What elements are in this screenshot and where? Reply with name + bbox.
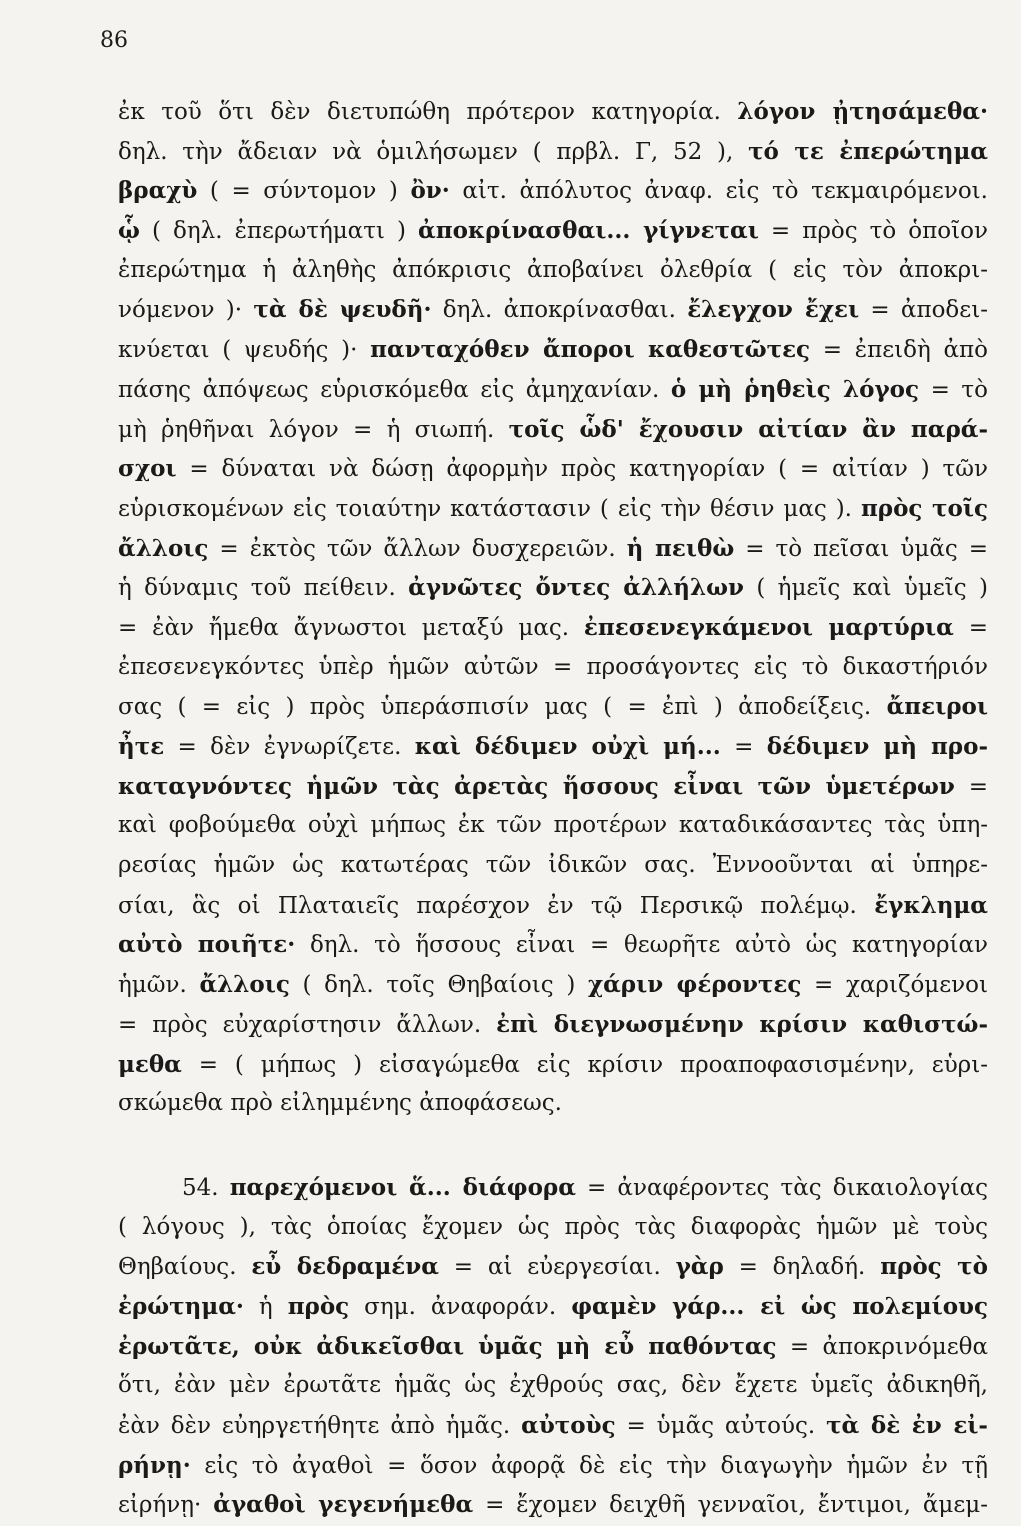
bold-lemma: μεθα: [118, 1050, 182, 1078]
gloss-text: νόμενον )·: [118, 297, 254, 324]
bold-lemma: καταγνόντες ἡμῶν τὰς ἀρετὰς ἥσσους εἶναι τῶν ὑμετέρων: [118, 772, 955, 800]
gloss-text: = ἐκτὸς τῶν ἄλλων δυσχερειῶν.: [208, 535, 627, 562]
text-line: [118, 1446, 988, 1486]
gloss-text: εἰς τὸ ἀγαθοὶ = ὅσον ἀφορᾷ δὲ εἰς τὴν διαγωγὴν ἡμῶν ἐν τῇ: [190, 1452, 988, 1479]
bold-lemma: ἄπειροι: [886, 693, 988, 721]
bold-lemma: βραχὺ: [118, 177, 198, 205]
text-line: [118, 1084, 988, 1124]
bold-lemma: ὁ μὴ ῥηθεὶς λόγος: [670, 375, 920, 403]
bold-lemma: πανταχόθεν ἄποροι καθεστῶτες: [370, 336, 811, 364]
bold-lemma: τὰ δὲ ψευδῆ·: [253, 296, 432, 324]
text-line: [118, 1045, 988, 1085]
text-line: [118, 410, 988, 450]
gloss-text: ( δηλ. ἐπερωτήματι ): [139, 218, 419, 245]
gloss-text: = δὲν ἐγνωρίζετε.: [164, 734, 415, 760]
bold-lemma: ἄλλοις: [199, 971, 290, 999]
bold-lemma: πρὸς τὸ: [880, 1253, 988, 1281]
gloss-text: δηλ. τὸ ἥσσους εἶναι = θεωρῆτε αὐτὸ ὡς κατηγορίαν: [295, 932, 989, 959]
bold-lemma: ἀγνῶτες ὄντες ἀλλήλων: [408, 574, 744, 602]
gloss-text: πάσης ἀπόψεως εὑρισκόμεθα εἰς ἀμηχανίαν.: [118, 376, 671, 403]
gloss-text: 54.: [182, 1174, 230, 1201]
gloss-text: κνύεται ( ψευδής )·: [118, 337, 371, 364]
bold-lemma: ᾧ: [118, 217, 140, 245]
text-line: [118, 965, 988, 1005]
gloss-text: σίαι, ἃς οἱ Πλαταιεῖς παρέσχον ἐν τῷ Περσικῷ πολέμῳ.: [118, 892, 875, 919]
bold-lemma: πρὸς: [287, 1292, 350, 1320]
text-line: [118, 211, 988, 251]
gloss-text: = ἐπειδὴ ἀπὸ: [810, 337, 988, 364]
text-line: [118, 529, 988, 569]
bold-lemma: ἔλεγχον ἔχει: [687, 296, 860, 324]
gloss-text: = πρὸς τὸ ὁποῖον: [758, 218, 988, 245]
bold-lemma: ἡ πειθὼ: [626, 534, 735, 562]
bold-lemma: ἦτε: [118, 733, 165, 760]
gloss-text: =: [954, 773, 988, 800]
text-line: [118, 806, 988, 846]
text-line: [118, 727, 988, 767]
bold-lemma: γὰρ: [675, 1253, 724, 1281]
text-line: [118, 1327, 988, 1367]
text-line: [118, 1247, 988, 1287]
gloss-text: σας ( = εἰς ) πρὸς ὑπεράσπισίν μας ( = ἐπὶ ) ἀποδείξεις.: [118, 694, 887, 721]
gloss-text: = ἐὰν ἤμεθα ἄγνωστοι μεταξύ μας.: [118, 614, 584, 641]
bold-lemma: λόγον ᾐτησάμεθα·: [737, 98, 988, 125]
bold-lemma: δέδιμεν μὴ προ-: [766, 733, 988, 760]
gloss-text: = ἀποδει-: [859, 297, 988, 324]
text-line: [118, 1005, 988, 1045]
text-line: [118, 1168, 988, 1208]
text-line: [118, 608, 988, 648]
bold-lemma: ἀγαθοὶ γεγενήμεθα: [213, 1491, 474, 1519]
gloss-text: σημ. ἀναφοράν.: [349, 1293, 572, 1320]
gloss-text: = ἀναφέροντες τὰς δικαιολογίας: [575, 1174, 988, 1201]
text-line: [118, 568, 988, 608]
gloss-text: ἡ: [243, 1293, 288, 1320]
gloss-text: δηλ. τὴν ἄδειαν νὰ ὁμιλήσωμεν ( πρβλ. Γ, 52 ),: [118, 138, 749, 165]
gloss-text: = ἀποκρινόμεθα: [776, 1333, 988, 1360]
text-line: [118, 1485, 988, 1525]
text-line: [118, 251, 988, 291]
gloss-text: ( ἡμεῖς καὶ ὑμεῖς ): [743, 575, 989, 602]
bold-lemma: ρήνῃ·: [118, 1451, 191, 1479]
paragraph-53-continued: [118, 92, 988, 1124]
text-line: [118, 290, 988, 330]
text-block: [118, 92, 988, 1525]
gloss-text: ἐκ τοῦ ὅτι δὲν διετυπώθη πρότερον κατηγορία.: [118, 99, 738, 125]
gloss-text: = τὸ πεῖσαι ὑμᾶς =: [734, 535, 988, 562]
text-line: [118, 132, 988, 172]
bold-lemma: ἐρώτημα·: [118, 1292, 244, 1320]
paragraph-gap: [118, 1124, 988, 1168]
bold-lemma: τό τε ἐπερώτημα: [748, 137, 988, 165]
bold-lemma: τὰ δὲ ἐν εἰ-: [826, 1412, 988, 1439]
gloss-text: εὑρισκομένων εἰς τοιαύτην κατάστασιν ( εἰς τὴν θέσιν μας ).: [118, 495, 861, 522]
gloss-text: = ( μήπως ) εἰσαγώμεθα εἰς κρίσιν προαποφασισμένην, εὑρι-: [181, 1051, 988, 1078]
bold-lemma: ὂν·: [410, 177, 450, 205]
text-line: [118, 1406, 988, 1446]
gloss-text: εἰρήνῃ·: [118, 1492, 214, 1519]
text-line: [118, 1208, 988, 1248]
bold-lemma: τοῖς ὧδ' ἔχουσιν αἰτίαν ἂν παρά-: [508, 415, 988, 443]
text-line: [118, 925, 988, 965]
bold-lemma: σχοι: [118, 455, 177, 483]
page-number: 86: [100, 28, 128, 53]
gloss-text: ὅτι, ἐὰν μὲν ἐρωτᾶτε ἡμᾶς ὡς ἐχθρούς σας, δὲν ἔχετε ὑμεῖς ἀδικηθῆ,: [118, 1372, 988, 1399]
bold-lemma: φαμὲν γάρ... εἰ ὡς πολεμίους: [571, 1292, 989, 1320]
bold-lemma: ἐπὶ διεγνωσμένην κρίσιν καθιστώ-: [496, 1010, 988, 1038]
bold-lemma: καὶ δέδιμεν οὐχὶ μή...: [414, 733, 721, 760]
gloss-text: =: [953, 614, 988, 641]
gloss-text: ( δηλ. τοῖς Θηβαίοις ): [289, 972, 588, 999]
gloss-text: = πρὸς εὐχαρίστησιν ἄλλων.: [118, 1011, 497, 1038]
bold-lemma: ἐπεσενεγκάμενοι μαρτύρια: [583, 613, 954, 641]
gloss-text: ἐὰν δὲν εὐηργετήθητε ἀπὸ ἡμᾶς.: [118, 1413, 522, 1439]
gloss-text: = χαριζόμενοι: [801, 972, 989, 999]
gloss-text: = δύναται νὰ δώσῃ ἀφορμὴν πρὸς κατηγορίαν ( = αἰτίαν ) τῶν: [176, 456, 988, 483]
gloss-text: ἐπεσενεγκόντες ὑπὲρ ἡμῶν αὐτῶν = προσάγοντες εἰς τὸ δικαστήριόν: [118, 653, 988, 680]
gloss-text: μὴ ῥηθῆναι λόγον = ἡ σιωπή.: [118, 416, 509, 443]
text-line: [118, 687, 988, 727]
gloss-text: =: [720, 734, 767, 760]
text-line: [118, 171, 988, 211]
bold-lemma: εὖ δεδραμένα: [251, 1253, 439, 1281]
paragraph-54: [118, 1168, 988, 1525]
bold-lemma: ἔγκλημα: [874, 891, 988, 919]
gloss-text: = ὑμᾶς αὐτούς.: [615, 1413, 827, 1439]
bold-lemma: παρεχόμενοι ἅ... διάφορα: [229, 1173, 576, 1201]
bold-lemma: ἐρωτᾶτε, οὐκ ἀδικεῖσθαι ὑμᾶς μὴ εὖ παθόντας: [118, 1332, 777, 1360]
gloss-text: = ἔχομεν δειχθῆ γενναῖοι, ἔντιμοι, ἄμεμ-: [473, 1492, 988, 1519]
gloss-text: = δηλαδή.: [723, 1254, 881, 1281]
text-line: [118, 1366, 988, 1406]
gloss-text: Θηβαίους.: [118, 1254, 252, 1281]
text-line: [118, 449, 988, 489]
gloss-text: ( λόγους ), τὰς ὁποίας ἔχομεν ὡς πρὸς τὰς διαφορὰς ἡμῶν μὲ τοὺς: [118, 1213, 988, 1240]
text-line: [118, 767, 988, 807]
bold-lemma: αὐτὸ ποιῆτε·: [118, 931, 296, 959]
text-line: [118, 92, 988, 132]
bold-lemma: χάριν φέροντες: [587, 971, 802, 999]
gloss-text: αἰτ. ἀπόλυτος ἀναφ. εἰς τὸ τεκμαιρόμενοι.: [449, 178, 988, 205]
gloss-text: = τὸ: [919, 376, 988, 403]
gloss-text: δηλ. ἀποκρίνασθαι.: [431, 297, 688, 324]
bold-lemma: ἀποκρίνασθαι... γίγνεται: [418, 217, 759, 245]
text-line: [118, 489, 988, 529]
bold-lemma: πρὸς τοῖς: [860, 494, 988, 522]
gloss-text: ἡ δύναμις τοῦ πείθειν.: [118, 575, 409, 602]
gloss-text: καὶ φοβούμεθα οὐχὶ μήπως ἐκ τῶν προτέρων καταδικάσαντες τὰς ὑπη-: [118, 812, 988, 839]
gloss-text: ρεσίας ἡμῶν ὡς κατωτέρας τῶν ἰδικῶν σας. Ἐννοοῦνται αἱ ὑπηρε-: [118, 852, 988, 879]
bold-lemma: ἄλλοις: [118, 534, 209, 562]
bold-lemma: αὐτοὺς: [521, 1412, 616, 1439]
gloss-text: ἡμῶν.: [118, 972, 200, 999]
gloss-text: ( = σύντομον ): [197, 178, 411, 205]
text-line: [118, 330, 988, 370]
gloss-text: σκώμεθα πρὸ εἰλημμένης ἀποφάσεως.: [118, 1090, 562, 1117]
text-line: [118, 846, 988, 886]
text-line: [118, 886, 988, 926]
text-line: [118, 1287, 988, 1327]
text-line: [118, 370, 988, 410]
gloss-text: ἐπερώτημα ἡ ἀληθὴς ἀπόκρισις ἀποβαίνει ὀλεθρία ( εἰς τὸν ἀποκρι-: [118, 256, 988, 283]
gloss-text: = αἱ εὐεργεσίαι.: [438, 1254, 676, 1281]
text-line: [118, 648, 988, 688]
